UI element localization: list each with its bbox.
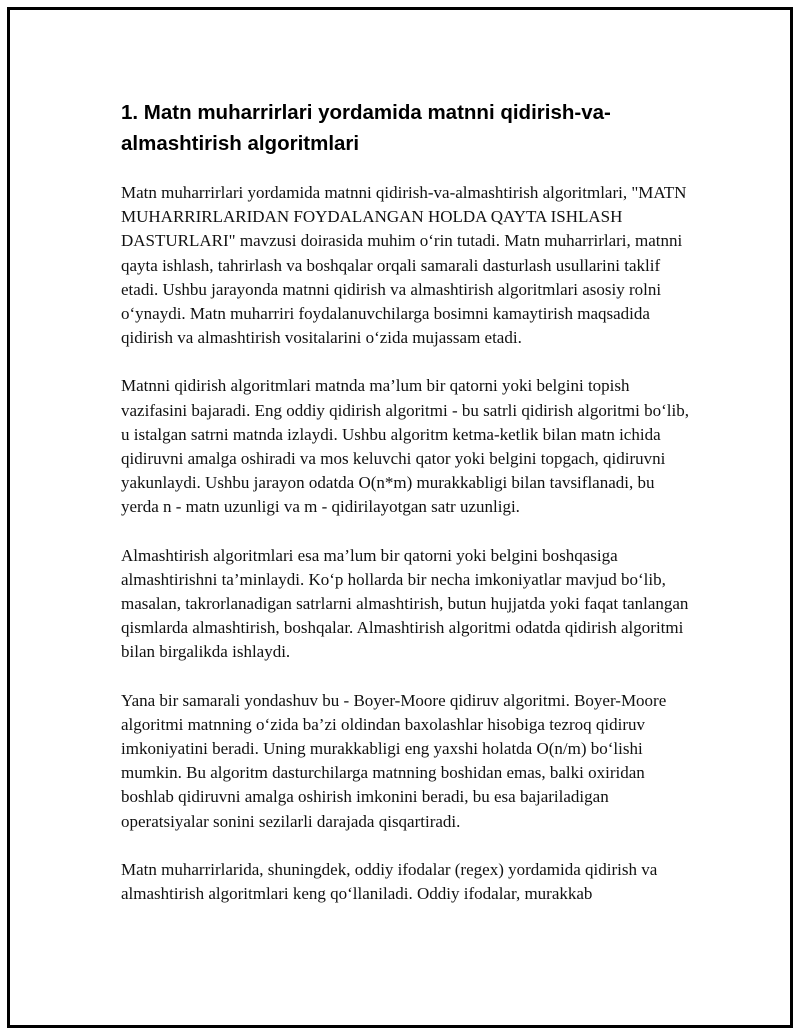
section-heading: 1. Matn muharrirlari yordamida matnni qidirish-va-almashtirish algoritmlari	[121, 101, 611, 155]
document-body	[121, 97, 691, 930]
paragraph-1: Matn muharrirlari yordamida matnni qidirish-va-almashtirish algoritmlari, "MATN MUHARRIRLARIDAN FOYDALANGAN HOLDA QAYTA ISHLASH DASTURLARI" mavzusi doirasida muhim o‘rin tutadi. Matn muharrirlari, matnni qayta ishlash, tahrirlash va boshqalar orqali samarali dasturlash usullarini taklif etadi. Ushbu jarayonda matnni qidirish va almashtirish algoritmlari asosiy rolni o‘ynaydi. Matn muharriri foydalanuvchilarga bosimni kamaytirish maqsadida qidirish va almashtirish vositalarini o‘zida mujassam etadi.	[121, 183, 687, 348]
paragraph-3: Almashtirish algoritmlari esa ma’lum bir qatorni yoki belgini boshqasiga almashtirishni ta’minlaydi. Ko‘p hollarda bir necha imkoniyatlar mavjud bo‘lib, masalan, takrorlanadigan satrlarni almashtirish, butun hujjatda yoki faqat tanlangan qismlarda almashtirish, boshqalar. Almashtirish algoritmi odatda qidirish algoritmi bilan birgalikda ishlaydi.	[121, 545, 689, 662]
paragraph-5: Matn muharrirlarida, shuningdek, oddiy ifodalar (regex) yordamida qidirish va almashtirish algoritmlari keng qo‘llaniladi. Oddiy ifodalar, murakkab	[121, 859, 658, 904]
paragraph-4: Yana bir samarali yondashuv bu - Boyer-Moore qidiruv algoritmi. Boyer-Moore algoritmi matnning o‘zida ba’zi oldindan baxolashlar hisobiga tezroq qidiruv imkoniyatini beradi. Uning murakkabligi eng yaxshi holatda O(n/m) bo‘lishi mumkin. Bu algoritm dasturchilarga matnning boshidan emas, balki oxiridan boshlab qidiruvni amalga oshirish imkonini beradi, bu esa bajariladigan operatsiyalar sonini sezilarli darajada qisqartiradi.	[121, 690, 667, 831]
paragraph-2: Matnni qidirish algoritmlari matnda ma’lum bir qatorni yoki belgini topish vazifasini bajaradi. Eng oddiy qidirish algoritmi - bu satrli qidirish algoritmi bo‘lib, u istalgan satrni matnda izlaydi. Ushbu algoritm ketma-ketlik bilan matn ichida qidiruvni amalga oshiradi va mos keluvchi qator yoki belgini topgach, qidiruvni yakunlaydi. Ushbu jarayon odatda O(n*m) murakkabligi bilan tavsiflanadi, bu yerda n - matn uzunligi va m - qidirilayotgan satr uzunligi.	[121, 376, 689, 517]
page-frame	[7, 7, 793, 1028]
